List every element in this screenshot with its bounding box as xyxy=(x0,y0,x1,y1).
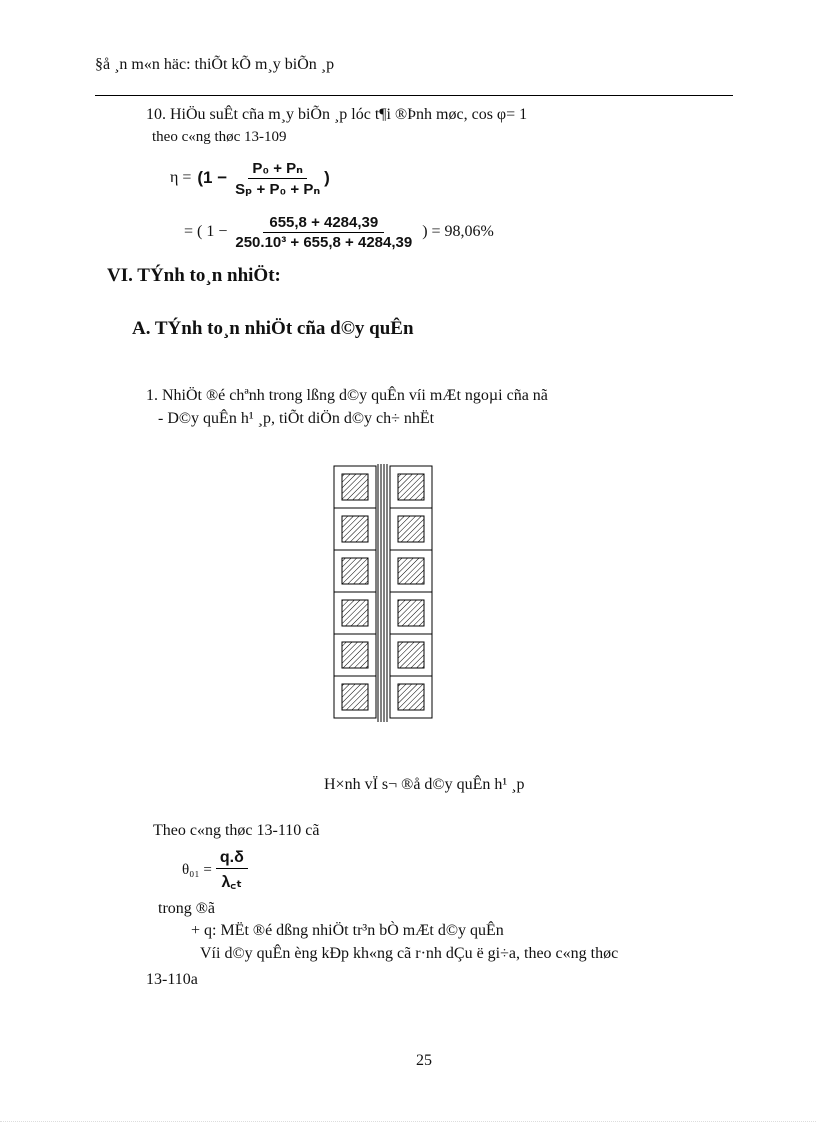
trong-line1: trong ®ã xyxy=(158,900,216,917)
winding-conductor xyxy=(398,600,424,626)
winding-conductor xyxy=(398,474,424,500)
formula-eta-denominator2: 250.10³ + 655,8 + 4284,39 xyxy=(235,233,413,251)
winding-conductor xyxy=(342,516,368,542)
formula-eta-denominator: Sₚ + P₀ + Pₙ xyxy=(235,180,321,198)
section-a-title: A. TÝnh to¸n nhiÖt cña d©y quÊn xyxy=(132,318,414,339)
winding-conductor xyxy=(342,642,368,668)
formula-theta-numerator: q.δ xyxy=(216,849,248,869)
winding-conductor xyxy=(398,684,424,710)
header-rule xyxy=(95,95,733,96)
winding-conductor xyxy=(398,558,424,584)
trong-line2: + q: MËt ®é dßng nhiÖt tr³n bÒ mÆt d©y quÊn xyxy=(191,922,504,939)
section-vi-title: VI. TÝnh to¸n nhiÖt: xyxy=(107,265,281,286)
item1-line2: - D©y quÊn h¹ ¸p, tiÕt diÖn d©y ch÷ nhËt xyxy=(158,410,435,427)
item10-line1: 10. HiÖu suÊt cña m¸y biÕn ¸p lóc t¶i ®Þnh møc, cos φ= 1 xyxy=(146,106,528,123)
item10-line2: theo c«ng thøc 13-109 xyxy=(152,129,287,145)
winding-diagram xyxy=(330,460,436,724)
formula-eta-result: ) = 98,06% xyxy=(422,223,494,240)
theo-text: Theo c«ng thøc 13-110 cã xyxy=(153,822,320,839)
figure-caption: H×nh vÏ s¬ ®å d©y quÊn h¹ ¸p xyxy=(324,776,525,793)
winding-conductor xyxy=(342,474,368,500)
winding-conductor xyxy=(398,642,424,668)
formula-eta-line2 xyxy=(184,206,494,258)
winding-conductor xyxy=(342,558,368,584)
page-header: §å ¸n m«n häc: thiÕt kÕ m¸y biÕn ¸p xyxy=(95,56,335,73)
formula-eta-numerator: P₀ + Pₙ xyxy=(248,159,307,179)
winding-conductor xyxy=(342,600,368,626)
winding-conductor xyxy=(398,516,424,542)
trong-line4: 13-110a xyxy=(146,971,198,988)
formula-eta-close: ) xyxy=(324,168,330,187)
formula-eta-lhs: η = xyxy=(170,169,192,186)
formula-theta-denominator: λ꜀ₜ xyxy=(221,873,243,891)
formula-eta-open: (1 − xyxy=(197,168,228,187)
formula-theta xyxy=(182,842,248,898)
item1-line1: 1. NhiÖt ®é chªnh trong lßng d©y quÊn víi mÆt ngoµi cña nã xyxy=(146,387,548,404)
formula-eta-fraction xyxy=(231,159,324,198)
formula-eta-eq2-prefix: = ( 1 − xyxy=(184,223,228,240)
page-number: 25 xyxy=(416,1052,432,1069)
formula-eta-fraction2 xyxy=(231,214,416,251)
formula-eta-line1 xyxy=(170,150,330,206)
page-bottom-edge xyxy=(0,1121,816,1122)
formula-theta-lhs: θ₀₁ = xyxy=(182,861,212,878)
winding-conductor xyxy=(342,684,368,710)
trong-line3: Víi d©y quÊn èng kÐp kh«ng cã r·nh dÇu ë gi÷a, theo c«ng thøc xyxy=(200,945,619,962)
formula-eta-numerator2: 655,8 + 4284,39 xyxy=(263,214,384,233)
formula-theta-fraction xyxy=(216,849,248,892)
